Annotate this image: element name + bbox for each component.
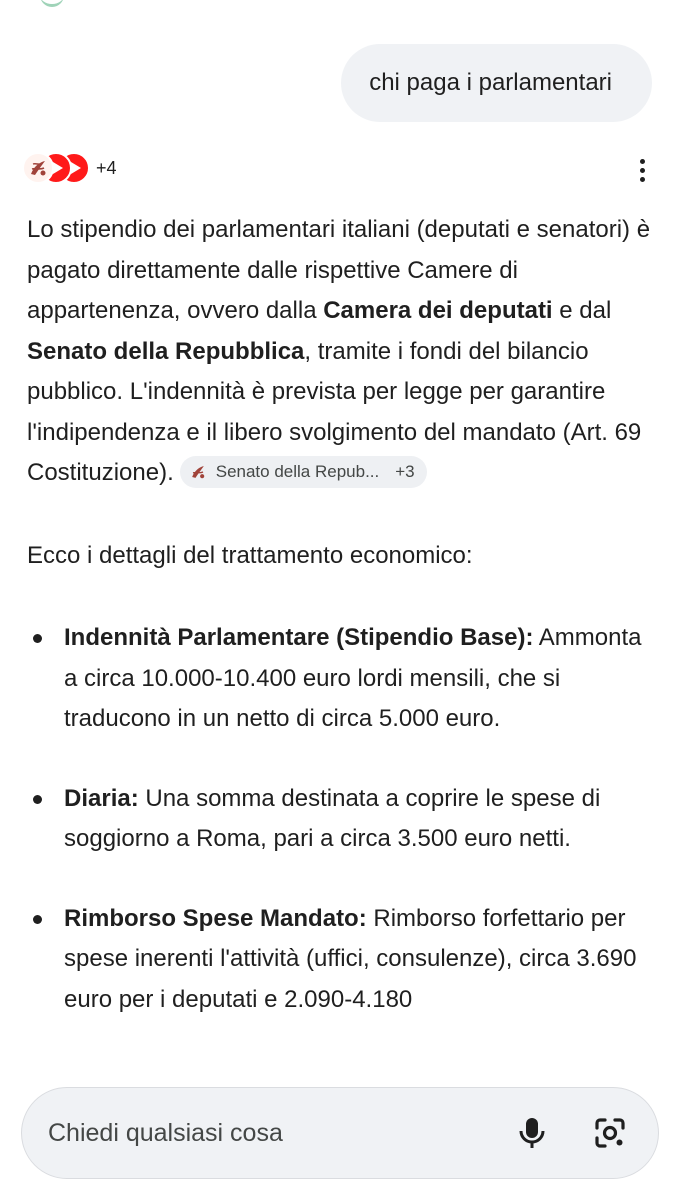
list-item: Indennità Parlamentare (Stipendio Base): Ammonta a circa 10.000-10.400 euro lordi mensili, che si traducono in un netto di circa 5.000 euro. (27, 618, 657, 740)
list-item: Rimborso Spese Mandato: Rimborso forfettario per spese inerenti l'attività (uffici, consulenze), circa 3.690 euro per i deputati e 2.090-4.180 (27, 899, 657, 1021)
details-intro: Ecco i dettagli del trattamento economico: (27, 541, 473, 569)
user-message-bubble (341, 44, 652, 122)
prompt-input-bar[interactable] (21, 1087, 659, 1179)
prompt-input[interactable]: Chiedi qualsiasi cosa (48, 1118, 283, 1147)
details-list (27, 618, 657, 1020)
citation-label: Senato della Repub... (215, 461, 380, 481)
bold-camera: Camera dei deputati (323, 297, 553, 324)
bold-senato: Senato della Repubblica (27, 337, 305, 365)
answer-paragraph: Lo stipendio dei parlamentari italiani (deputati e senatori) è pagato direttamente dalle rispettive Camere di appartenenza, ovvero dalla Camera dei deputati e dal Senato della Repubblica, tramite i fondi del bilancio pubblico. L'indennità è prevista per legge per garantire l'indipendenza e il libero svolgimento del mandato (Art. 69 Costituzione). Senato della Repub... +3 (27, 216, 651, 486)
assistant-response (27, 210, 657, 1059)
sources-count: +4 (96, 157, 117, 178)
citation-count: +3 (395, 461, 415, 481)
senato-logo-icon (22, 152, 54, 184)
senato-logo-icon (188, 462, 208, 482)
top-partial-icon (40, 0, 64, 7)
list-item: Diaria: Una somma destinata a coprire le spese di soggiorno a Roma, pari a circa 3.500 euro netti. (27, 779, 657, 860)
sources-button[interactable] (22, 150, 117, 186)
user-message-text: chi paga i parlamentari (369, 69, 612, 96)
camera-search-icon[interactable] (588, 1111, 632, 1155)
more-options-icon[interactable] (634, 154, 650, 186)
citation-chip[interactable] (180, 456, 427, 488)
mic-icon[interactable] (510, 1111, 554, 1155)
